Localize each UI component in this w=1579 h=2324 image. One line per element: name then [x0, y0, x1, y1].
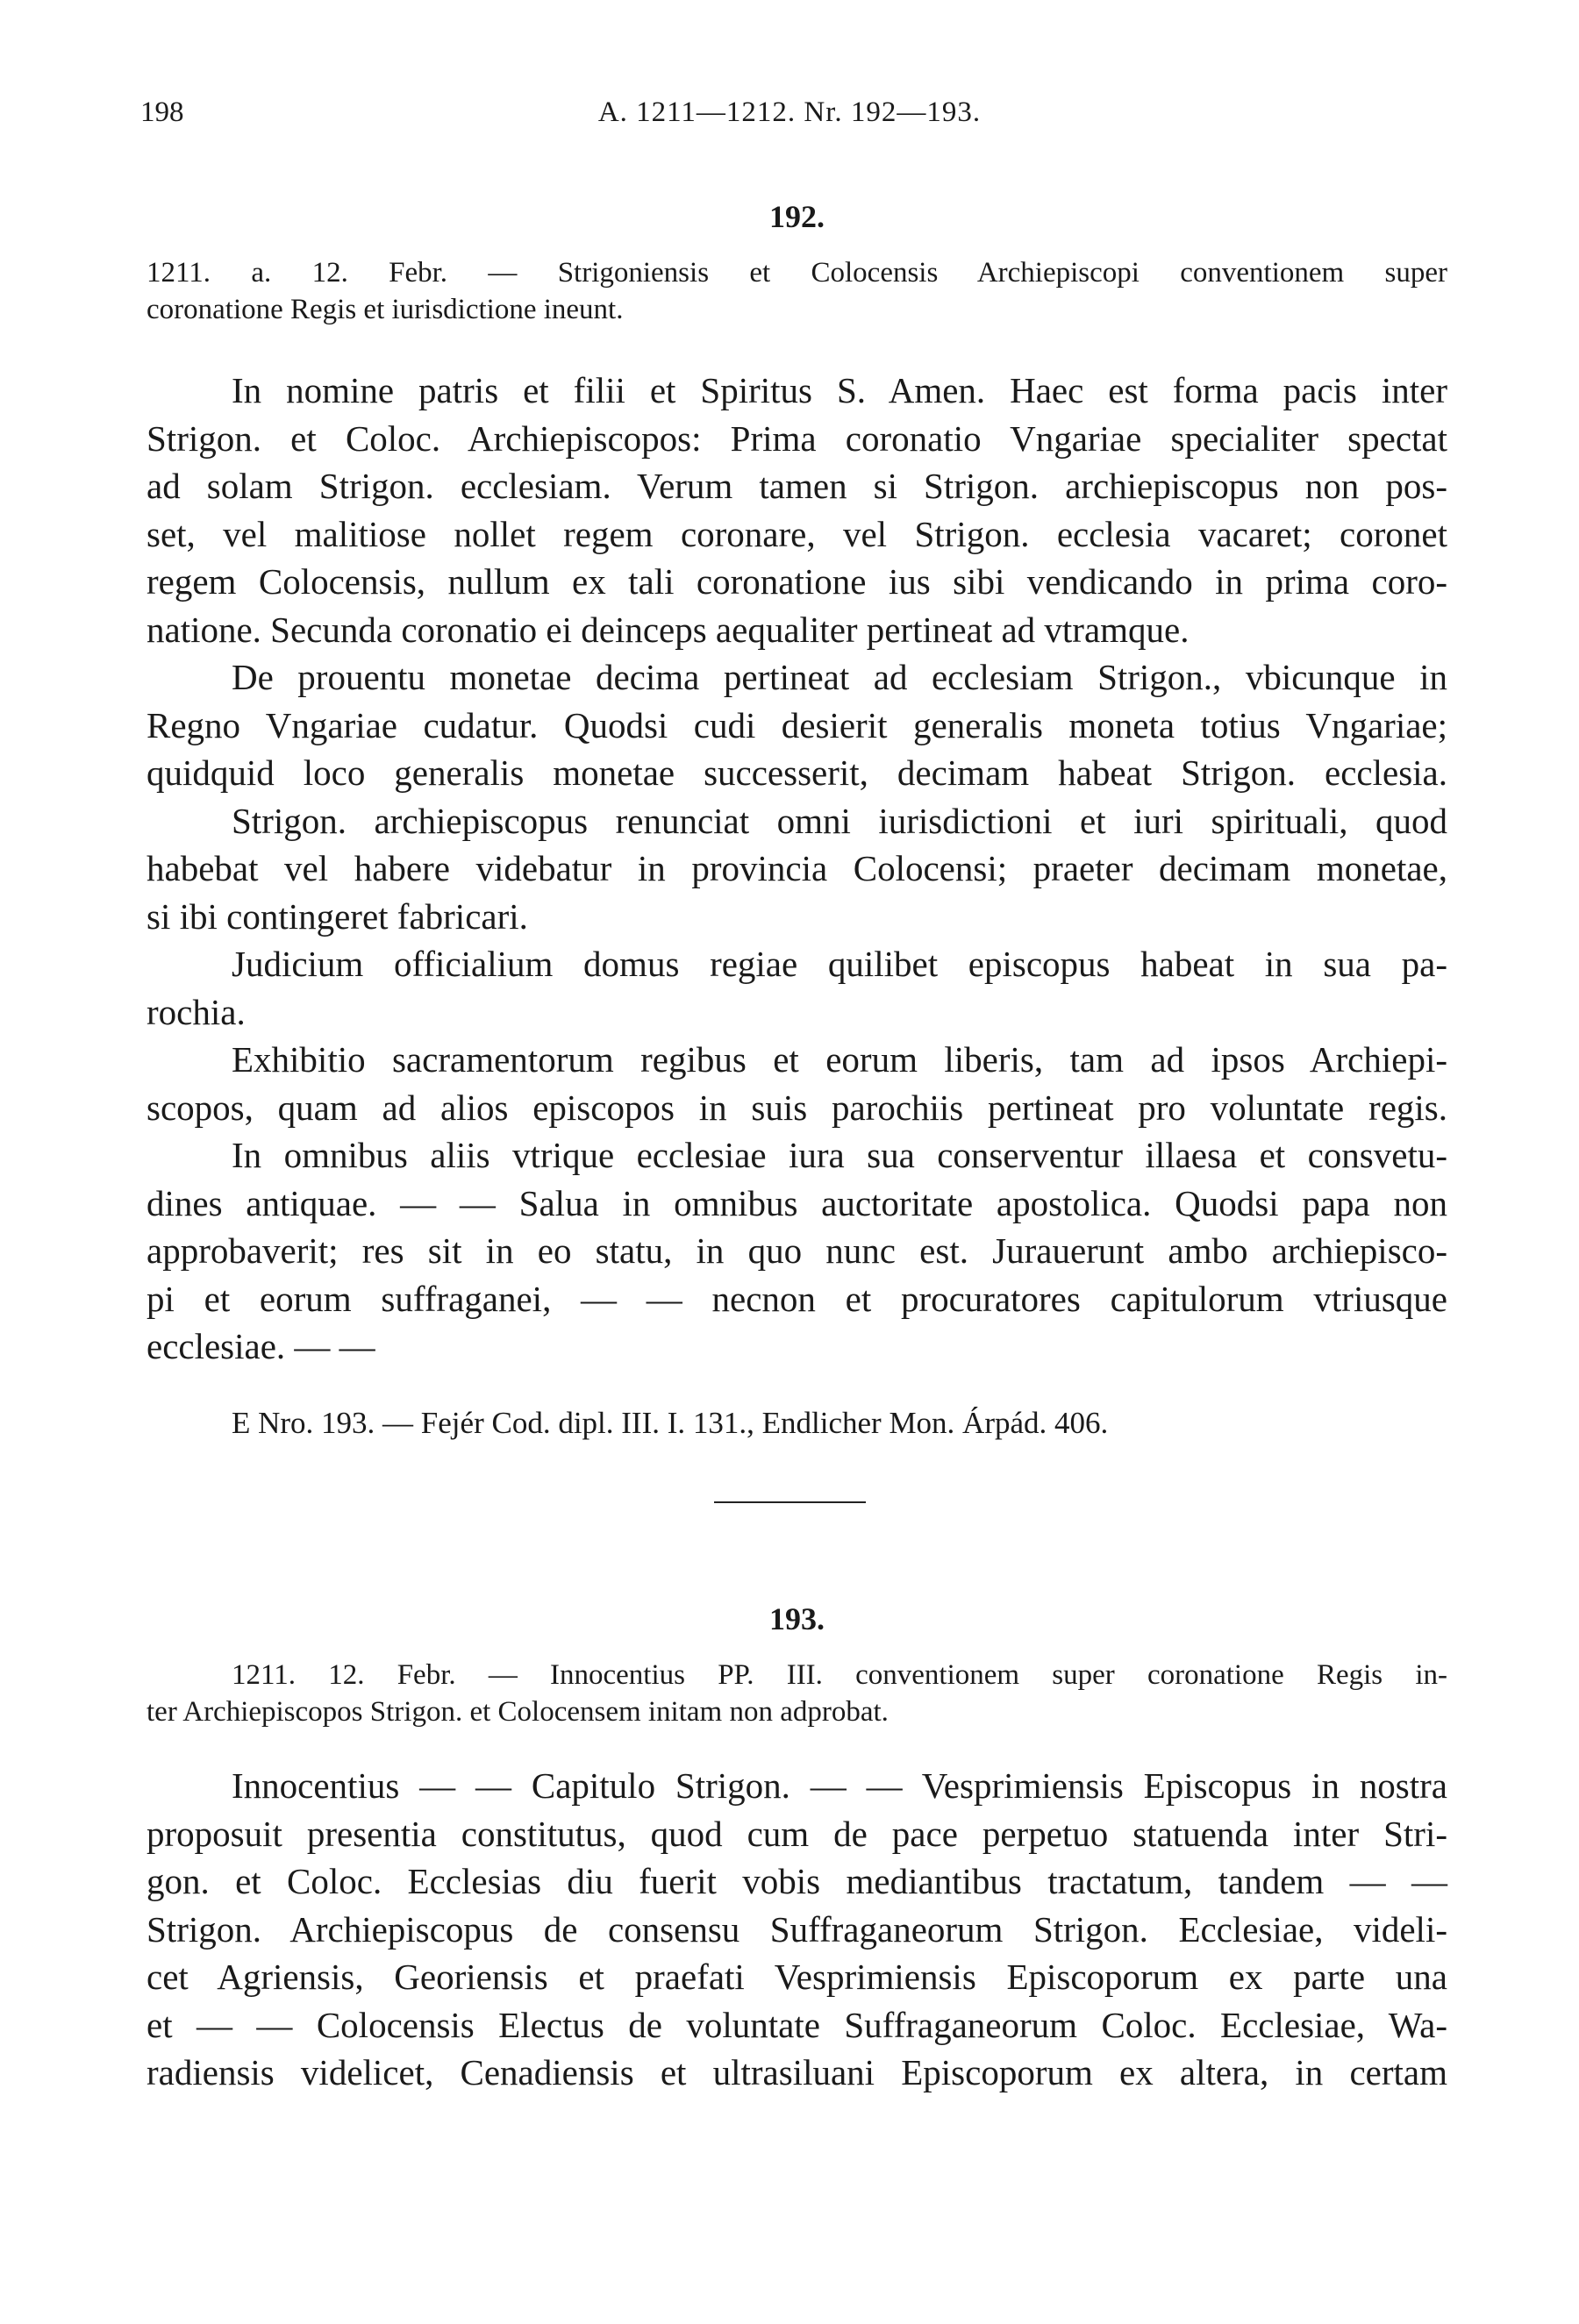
section-divider — [0, 1501, 1579, 1503]
regest — [146, 254, 1447, 328]
regest-line: 1211. 12. Febr. — Innocentius PP. III. conventionem super coronatione Regis in- — [232, 1659, 1447, 1691]
text-line: ecclesiae. — — — [146, 1326, 375, 1366]
paragraph — [146, 1036, 1447, 1131]
text-line: approbaverit; res sit in eo statu, in quo nunc est. Jurauerunt ambo archiepisco- — [146, 1230, 1447, 1271]
regest-line: ter Archiepiscopos Strigon. et Colocensem initam non adprobat. — [146, 1696, 889, 1728]
text-line: radiensis videlicet, Cenadiensis et ultrasiluani Episcoporum ex altera, in certam — [146, 2052, 1447, 2092]
paragraph — [146, 367, 1447, 653]
text-line: Strigon. Archiepiscopus de consensu Suffraganeorum Strigon. Ecclesiae, videli- — [146, 1908, 1447, 1950]
text-line: ad solam Strigon. ecclesiam. Verum tamen si Strigon. archiepiscopus non pos- — [146, 466, 1447, 506]
text-line: quidquid loco generalis monetae successerit, decimam habeat Strigon. ecclesia. — [146, 752, 1447, 793]
text-line: habebat vel habere videbatur in provincia Colocensi; praeter decimam monetae, — [146, 848, 1447, 888]
text-line: pi et eorum suffraganei, — — necnon et procuratores capitulorum vtriusque — [146, 1278, 1447, 1319]
regest-line: 1211. a. 12. Febr. — Strigoniensis et Colocensis Archiepiscopi conventionem super — [146, 257, 1447, 289]
text-line: In nomine patris et filii et Spiritus S. Amen. Haec est forma pacis inter — [232, 370, 1447, 410]
text-line: Regno Vngariae cudatur. Quodsi cudi desierit generalis moneta totius Vngariae; — [146, 704, 1447, 745]
text-line: cet Agriensis, Georiensis et praefati Vesprimiensis Episcoporum ex parte una — [146, 1957, 1447, 1997]
page-number: 198 — [140, 96, 184, 128]
text-line: set, vel malitiose nollet regem coronare, vel Strigon. ecclesia vacaret; coronet — [146, 513, 1447, 554]
text-line: si ibi contingeret fabricari. — [146, 895, 528, 937]
paragraph — [146, 1131, 1447, 1371]
text-line: Strigon. et Coloc. Archiepiscopos: Prima coronatio Vngariae specialiter spectat — [146, 417, 1447, 459]
source-citation: E Nro. 193. — Fejér Cod. dipl. III. I. 131., Endlicher Mon. Árpád. 406. — [232, 1405, 1109, 1440]
paragraph — [146, 940, 1447, 1036]
text-line: dines antiquae. — — Salua in omnibus auctoritate apostolica. Quodsi papa non — [146, 1182, 1447, 1223]
text-line: gon. et Coloc. Ecclesias diu fuerit vobis mediantibus tractatum, tandem — — — [146, 1861, 1447, 1901]
text-line: De prouentu monetae decima pertineat ad ecclesiam Strigon., vbicunque in — [232, 657, 1447, 697]
document-number: 192. — [769, 199, 825, 234]
text-line: natione. Secunda coronatio ei deinceps aequaliter pertineat ad vtramque. — [146, 609, 1190, 650]
page-header — [140, 96, 1439, 132]
regest — [146, 1657, 1447, 1730]
text-line: Exhibitio sacramentorum regibus et eorum liberis, tam ad ipsos Archiepi- — [232, 1039, 1447, 1080]
text-line: Judicium officialium domus regiae quilibet episcopus habeat in sua pa- — [232, 944, 1447, 984]
running-title: A. 1211—1212. Nr. 192—193. — [597, 96, 982, 128]
text-line: rochia. — [146, 991, 246, 1032]
text-line: et — — Colocensis Electus de voluntate Suffraganeorum Coloc. Ecclesiae, Wa- — [146, 2004, 1447, 2045]
text-line: In omnibus aliis vtrique ecclesiae iura sua conserventur illaesa et consvetu- — [232, 1135, 1447, 1175]
text-line: regem Colocensis, nullum ex tali coronatione ius sibi vendicando in prima coro- — [146, 561, 1447, 602]
text-line: Innocentius — — Capitulo Strigon. — — Vesprimiensis Episcopus in nostra — [232, 1765, 1447, 1806]
text-line: scopos, quam ad alios episcopos in suis parochiis pertineat pro voluntate regis. — [146, 1087, 1447, 1128]
document-number: 193. — [769, 1601, 825, 1636]
document-192 — [146, 198, 1447, 1441]
text-line: Strigon. archiepiscopus renunciat omni iurisdictioni et iuri spirituali, quod — [232, 800, 1447, 841]
paragraph — [146, 1762, 1447, 2097]
regest-line: coronatione Regis et iurisdictione ineunt. — [146, 294, 624, 325]
document-193 — [146, 1600, 1447, 2097]
paragraph — [146, 653, 1447, 797]
paragraph — [146, 797, 1447, 941]
text-line: proposuit presentia constitutus, quod cum de pace perpetuo statuenda inter Stri- — [146, 1813, 1447, 1854]
